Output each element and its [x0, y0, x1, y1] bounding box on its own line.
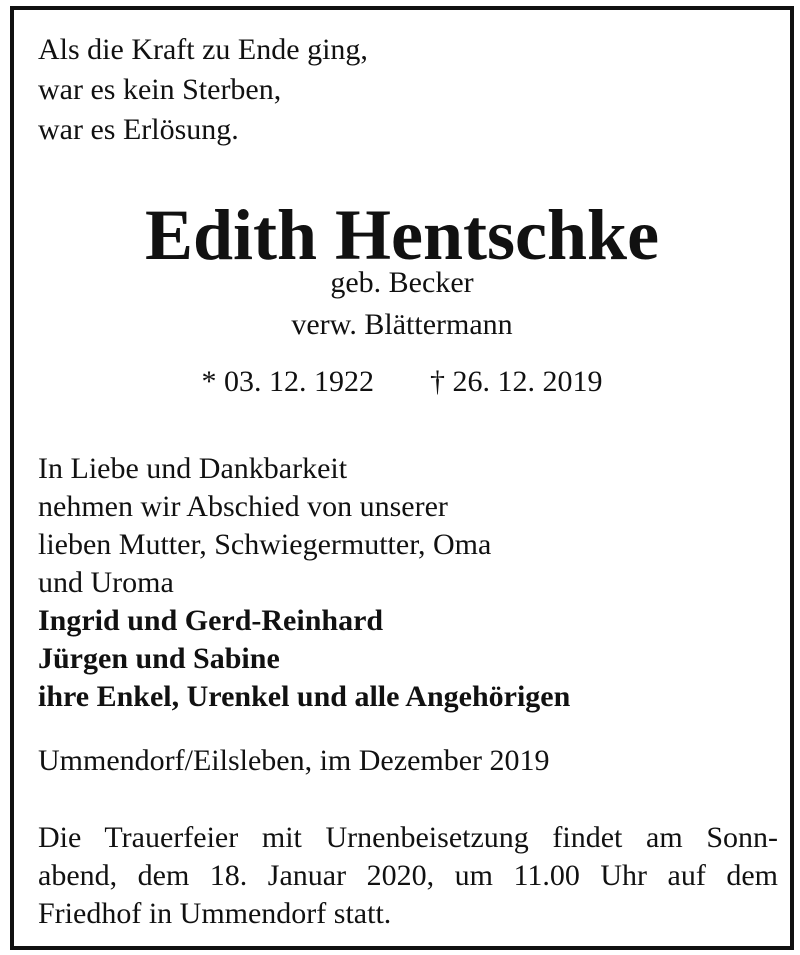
opening-verse: [38, 30, 368, 150]
verse-line: war es Erlösung.: [38, 113, 239, 146]
message-line: lieben Mutter, Schwiegermutter, Oma: [38, 528, 492, 561]
funeral-line: Friedhof in Ummendorf statt.: [38, 897, 392, 930]
birth-date: * 03. 12. 1922: [201, 365, 374, 398]
mourner-line: Ingrid und Gerd-Reinhard: [38, 604, 384, 637]
funeral-line: Die Trauerfeier mit Urnenbeisetzung findet am Sonn-: [38, 821, 778, 854]
obituary-frame: [10, 6, 794, 950]
message-line: nehmen wir Abschied von unserer: [38, 490, 448, 523]
verse-line: Als die Kraft zu Ende ging,: [38, 33, 368, 66]
place-and-date: Ummendorf/Eilsleben, im Dezember 2019: [38, 744, 550, 777]
verse-line: war es kein Sterben,: [38, 73, 282, 106]
funeral-notice: [38, 819, 778, 933]
mourner-line: ihre Enkel, Urenkel und alle Angehörigen: [38, 680, 571, 713]
mourner-line: Jürgen und Sabine: [38, 642, 280, 675]
funeral-line: abend, dem 18. Januar 2020, um 11.00 Uhr auf dem: [38, 859, 778, 892]
death-date: † 26. 12. 2019: [430, 365, 603, 398]
life-dates: [14, 362, 790, 402]
farewell-message: [38, 450, 570, 716]
message-line: und Uroma: [38, 566, 174, 599]
maiden-name: geb. Becker: [330, 266, 474, 299]
widowed-name: verw. Blättermann: [291, 308, 513, 341]
message-line: In Liebe und Dankbarkeit: [38, 452, 348, 485]
deceased-name: Edith Hentschke: [144, 195, 660, 275]
